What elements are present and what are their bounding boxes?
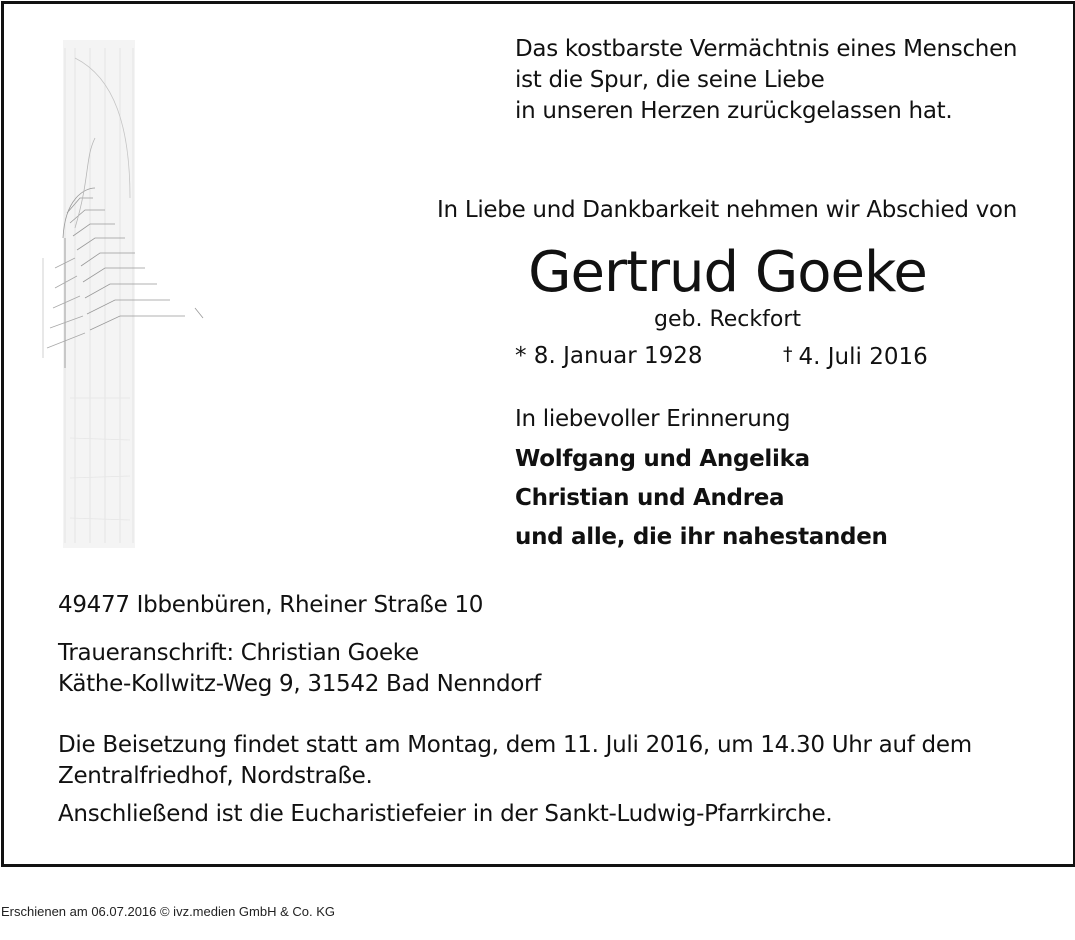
quote-line-1: Das kostbarste Vermächtnis eines Menschen — [515, 36, 1018, 62]
memory-heading: In liebevoller Erinnerung — [515, 406, 791, 432]
quote-line-3: in unseren Herzen zurückgelassen hat. — [515, 98, 953, 124]
funeral-line-1: Die Beisetzung findet statt am Montag, dem 11. Juli 2016, um 14.30 Uhr auf dem — [58, 732, 972, 758]
funeral-line-3: Anschließend ist die Eucharistiefeier in der Sankt-Ludwig-Pfarrkirche. — [58, 801, 833, 827]
mourner-line-2: Christian und Andrea — [515, 485, 785, 511]
mourner-line-1: Wolfgang und Angelika — [515, 446, 810, 472]
death-date-line — [783, 343, 928, 370]
mourning-address-line-1: Traueranschrift: Christian Goeke — [58, 640, 419, 666]
funeral-line-2: Zentralfriedhof, Nordstraße. — [58, 763, 373, 789]
home-address: 49477 Ibbenbüren, Rheiner Straße 10 — [58, 592, 484, 618]
quote-line-2: ist die Spur, die seine Liebe — [515, 67, 825, 93]
publication-footer: Erschienen am 06.07.2016 © ivz.medien GmbH & Co. KG — [1, 904, 336, 919]
mourning-address-line-2: Käthe-Kollwitz-Weg 9, 31542 Bad Nenndorf — [58, 671, 541, 697]
maiden-name: geb. Reckfort — [654, 307, 801, 332]
deceased-name: Gertrud Goeke — [528, 240, 927, 305]
intro-text: In Liebe und Dankbarkeit nehmen wir Abschied von — [437, 197, 1017, 223]
death-date: 4. Juli 2016 — [798, 344, 928, 370]
mourner-line-3: und alle, die ihr nahestanden — [515, 524, 888, 550]
birth-date: * 8. Januar 1928 — [515, 343, 703, 369]
cross-icon: † — [783, 343, 793, 365]
